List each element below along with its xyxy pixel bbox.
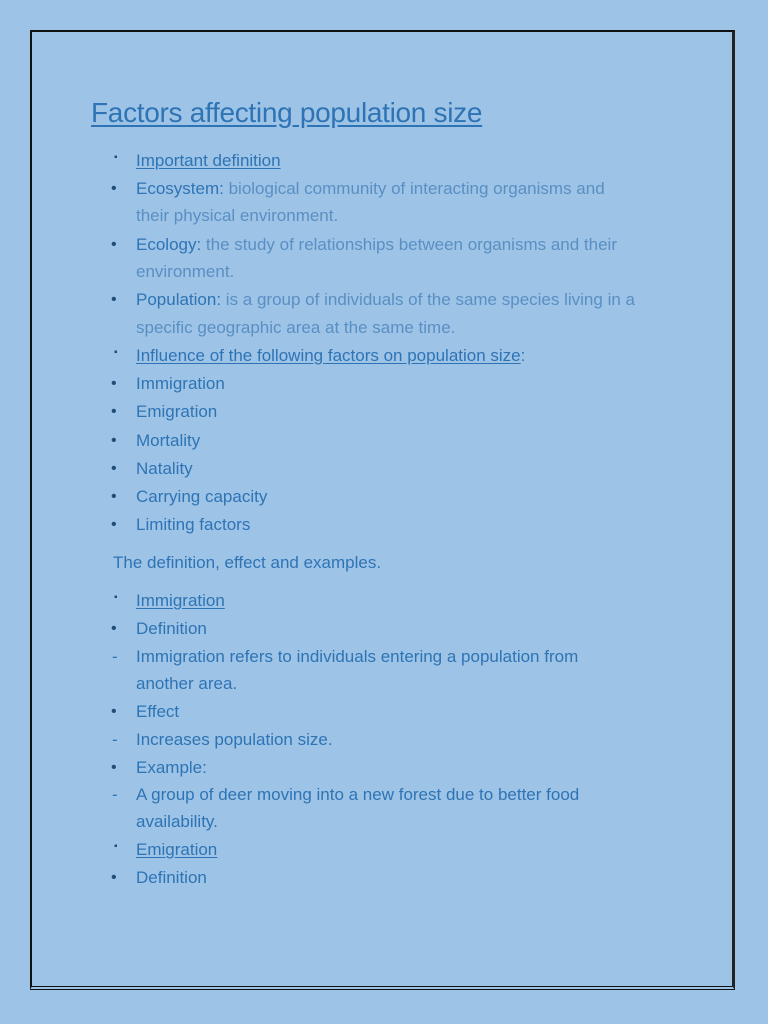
definition-term: Ecology: [136, 235, 202, 254]
effect-text: Increases population size. [136, 730, 333, 749]
definitions-heading: Important definition [136, 151, 281, 170]
definition-text: the study of relationships between organisms and their [201, 235, 617, 254]
document-title: Factors affecting population size [91, 97, 483, 128]
round-bullet-icon: • [111, 236, 117, 253]
dash-bullet-icon: - [112, 647, 118, 666]
definition-continuation: specific geographic area at the same time. [136, 318, 456, 337]
immigration-effect-item [112, 726, 681, 753]
round-bullet-icon: • [111, 759, 117, 776]
round-bullet-icon: • [111, 291, 117, 308]
round-bullet-icon: • [111, 375, 117, 392]
factor-label: Mortality [136, 431, 201, 450]
round-bullet-icon: • [111, 180, 117, 197]
example-label: Example: [136, 758, 207, 777]
definition-item-ecosystem [111, 175, 681, 202]
round-bullet-icon: • [111, 516, 117, 533]
list-item [111, 398, 681, 425]
list-item [111, 427, 681, 454]
list-item [111, 370, 681, 397]
definition-text: Immigration refers to individuals entering a population from [136, 647, 579, 666]
emigration-heading: Emigration [136, 840, 218, 859]
immigration-example-item [112, 781, 681, 808]
definition-text: is a group of individuals of the same species living in a [221, 290, 635, 309]
definition-term: Ecosystem: [136, 179, 224, 198]
definition-item-population [111, 286, 681, 313]
list-item [111, 483, 681, 510]
definition-term: Population: [136, 290, 222, 309]
factor-label: Carrying capacity [136, 487, 268, 506]
emigration-heading-item [114, 836, 681, 863]
factors-heading-colon: : [520, 346, 526, 365]
immigration-definition-label-item [111, 615, 681, 642]
list-item [111, 455, 681, 482]
factors-heading: Influence of the following factors on population size [136, 346, 521, 365]
definition-continuation: environment. [136, 262, 235, 281]
dash-bullet-icon: - [112, 785, 118, 804]
factor-label: Emigration [136, 402, 218, 421]
square-bullet-icon: ▪ [114, 592, 118, 603]
factor-label: Limiting factors [136, 515, 251, 534]
round-bullet-icon: • [111, 432, 117, 449]
definition-label: Definition [136, 868, 207, 887]
definition-continuation: another area. [136, 674, 238, 693]
effect-label: Effect [136, 702, 180, 721]
immigration-heading: Immigration [136, 591, 225, 610]
immigration-heading-item [114, 587, 681, 614]
list-item [111, 511, 681, 538]
square-bullet-icon: ▪ [114, 347, 118, 358]
definition-continuation: their physical environment. [136, 206, 339, 225]
factor-label: Immigration [136, 374, 225, 393]
factors-heading-item [114, 342, 681, 369]
round-bullet-icon: • [111, 488, 117, 505]
emigration-definition-label-item [111, 864, 681, 891]
definition-item-ecology [111, 231, 681, 258]
immigration-definition-item [112, 643, 681, 670]
definition-text: biological community of interacting organisms and [223, 179, 605, 198]
square-bullet-icon: ▪ [114, 841, 118, 852]
square-bullet-icon: ▪ [114, 152, 118, 163]
example-continuation: availability. [136, 812, 218, 831]
intro-paragraph: The definition, effect and examples. [113, 553, 382, 572]
factor-label: Natality [136, 459, 193, 478]
round-bullet-icon: • [111, 703, 117, 720]
example-text: A group of deer moving into a new forest due to better food [136, 785, 580, 804]
immigration-effect-label-item [111, 698, 681, 725]
round-bullet-icon: • [111, 869, 117, 886]
dash-bullet-icon: - [112, 730, 118, 749]
round-bullet-icon: • [111, 403, 117, 420]
definitions-heading-item [114, 147, 681, 174]
definition-label: Definition [136, 619, 207, 638]
round-bullet-icon: • [111, 620, 117, 637]
round-bullet-icon: • [111, 460, 117, 477]
immigration-example-label-item [111, 754, 681, 781]
